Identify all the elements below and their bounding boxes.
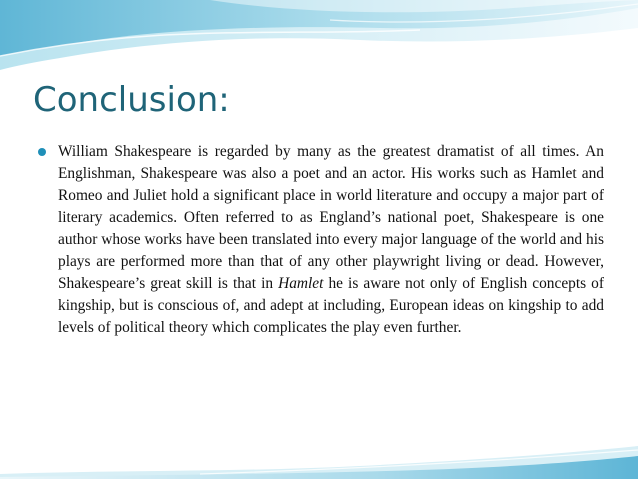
paragraph-text-start: William Shakespeare is regarded by many as the greatest dramatist of all times. An Englishman, Shakespeare was also a poet and an actor. His works such as Hamlet and Romeo and Juliet hold a significant place in world literature and occupy a major part of literary academics. Often referred to as England’s national poet, Shakespeare is one author whose works have been translated into every major language of the world and his plays are performed more than that of any other playwright living or dead. However, Shakespeare’s great skill is that in <box>58 143 604 292</box>
bullet-list <box>38 141 604 339</box>
paragraph-text-end: he is aware not only of English concepts of kingship, but is conscious of, and adept at including, European ideas on kingship to add levels of political theory which complicates the play even further. <box>58 275 604 336</box>
hamlet-italic-text: Hamlet <box>278 275 324 292</box>
bullet-paragraph <box>58 141 604 339</box>
bottom-wave-decoration <box>0 444 638 479</box>
page-title: Conclusion: <box>33 80 230 120</box>
bullet-dot-icon <box>38 148 46 156</box>
top-wave-decoration <box>0 0 638 80</box>
